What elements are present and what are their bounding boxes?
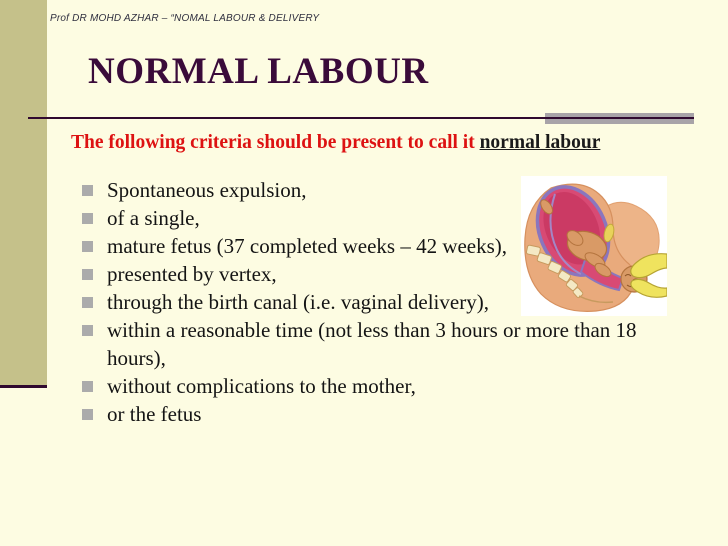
list-item-text: through the birth canal (i.e. vaginal delivery), [107,290,489,314]
sidebar-bottom-line [0,385,47,388]
criteria-lead-sentence [71,132,600,154]
square-bullet-icon [82,325,93,336]
square-bullet-icon [82,185,93,196]
title-rule-line [28,117,694,119]
list-item-text: presented by vertex, [107,262,277,286]
list-item-text: or the fetus [107,402,202,426]
list-item [82,400,644,428]
list-item [82,372,644,400]
slide-header-note: Prof DR MOHD AZHAR – “NOMAL LABOUR & DELIVERY [50,13,320,24]
square-bullet-icon [82,213,93,224]
square-bullet-icon [82,409,93,420]
square-bullet-icon [82,297,93,308]
criteria-lead-main: The following criteria should be present to call it [71,132,480,153]
list-item-text: of a single, [107,206,200,230]
list-item-text: mature fetus (37 completed weeks – 42 weeks), [107,234,508,258]
square-bullet-icon [82,241,93,252]
list-item-text: Spontaneous expulsion, [107,178,307,202]
slide-title: NORMAL LABOUR [88,51,429,92]
left-sidebar-band [0,0,47,385]
square-bullet-icon [82,269,93,280]
criteria-lead-emphasis: normal labour [479,132,601,153]
square-bullet-icon [82,381,93,392]
fetus-delivery-illustration [521,176,667,316]
list-item-text: within a reasonable time (not less than 3 hours or more than 18 hours), [107,318,637,370]
list-item [82,316,644,372]
list-item-text: without complications to the mother, [107,374,416,398]
